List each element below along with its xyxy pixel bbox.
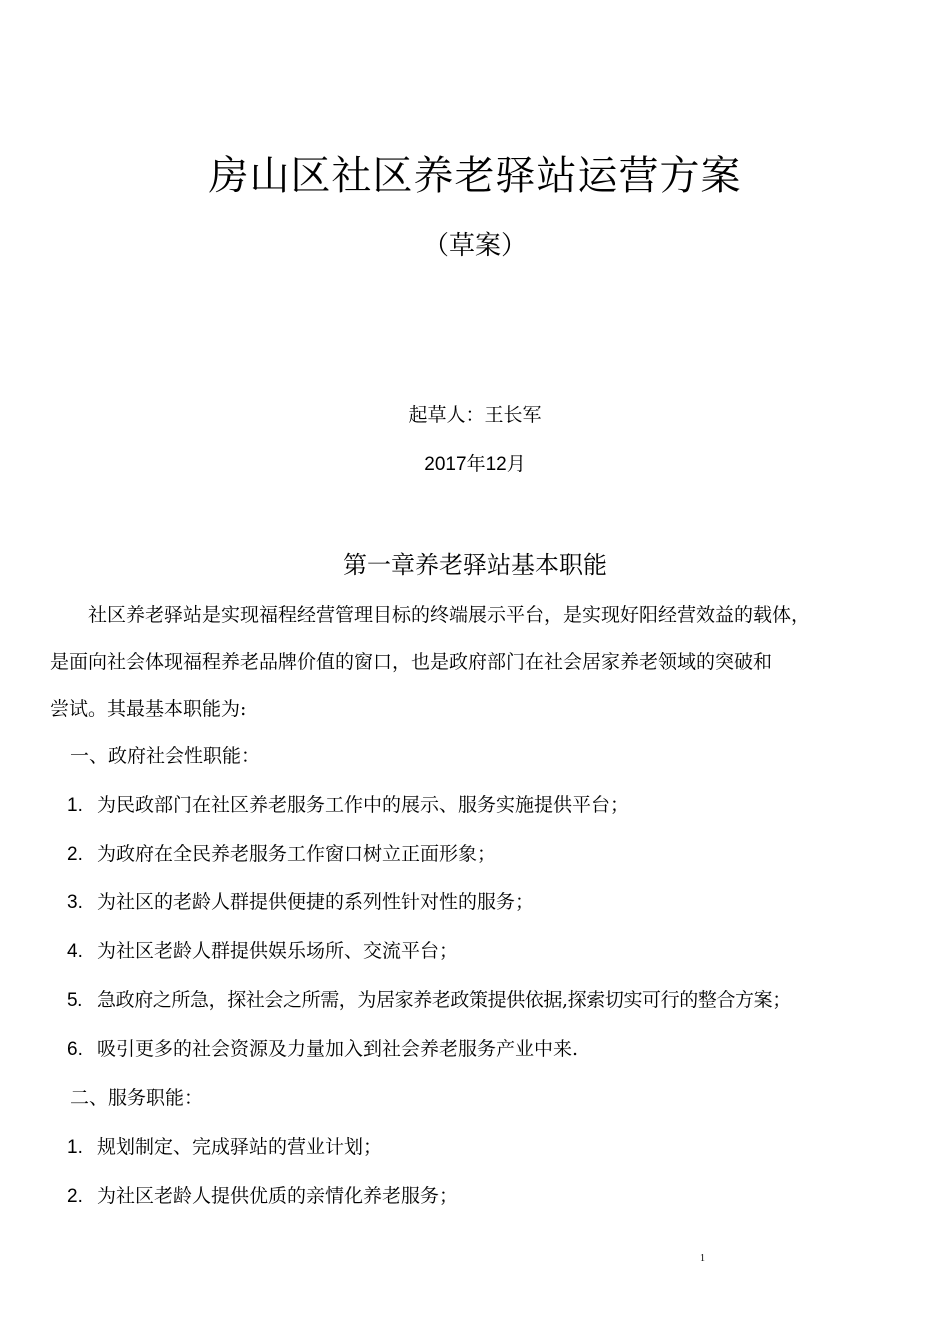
list-item-number: 6. <box>67 1039 83 1060</box>
list-item-number: 2. <box>67 844 83 865</box>
list-item-text: 为社区老龄人提供优质的亲情化养老服务； <box>97 1185 459 1207</box>
list-item-number: 2. <box>67 1186 83 1207</box>
list-item-number: 3. <box>67 892 83 913</box>
list-item-text: 为政府在全民养老服务工作窗口树立正面形象； <box>97 843 497 865</box>
list-item <box>67 1035 578 1064</box>
section-heading-service: 二、服务职能： <box>70 1087 204 1109</box>
list-item <box>67 937 458 966</box>
list-item-text: 为社区的老龄人群提供便捷的系列性针对性的服务； <box>97 891 535 913</box>
document-title: 房山区社区养老驿站运营方案 <box>208 153 742 199</box>
intro-line: 社区养老驿站是实现福程经营管理目标的终端展示平台，是实现好阳经营效益的载体， <box>88 604 811 626</box>
list-item <box>67 888 534 917</box>
list-item-number: 4. <box>67 941 83 962</box>
list-item-text: 为社区老龄人群提供娱乐场所、交流平台； <box>97 940 459 962</box>
chapter-title: 第一章养老驿站基本职能 <box>343 551 607 579</box>
list-item-number: 1. <box>67 795 83 816</box>
author-line: 起草人：王长军 <box>408 404 542 426</box>
page-number: 1 <box>700 1253 705 1264</box>
date-line: 2017年12月 <box>424 454 526 475</box>
list-item <box>67 791 629 820</box>
list-item <box>67 1133 382 1162</box>
list-item <box>67 986 791 1015</box>
list-item <box>67 1182 458 1211</box>
list-item-number: 5. <box>67 990 83 1011</box>
list-item-text: 为民政部门在社区养老服务工作中的展示、服务实施提供平台； <box>97 794 630 816</box>
list-item-text: 规划制定、完成驿站的营业计划； <box>97 1136 383 1158</box>
section-heading-government: 一、政府社会性职能： <box>70 745 261 767</box>
list-item-text: 吸引更多的社会资源及力量加入到社会养老服务产业中来. <box>97 1038 579 1060</box>
intro-paragraph <box>50 592 940 733</box>
list-item-text: 急政府之所急，探社会之所需，为居家养老政策提供依据,探索切实可行的整合方案； <box>97 989 791 1011</box>
intro-line: 是面向社会体现福程养老品牌价值的窗口，也是政府部门在社会居家养老领域的突破和 <box>50 651 773 673</box>
list-item-number: 1. <box>67 1137 83 1158</box>
document-subtitle: （草案） <box>422 231 527 261</box>
list-item <box>67 840 496 869</box>
intro-line: 尝试。其最基本职能为: <box>50 698 247 720</box>
